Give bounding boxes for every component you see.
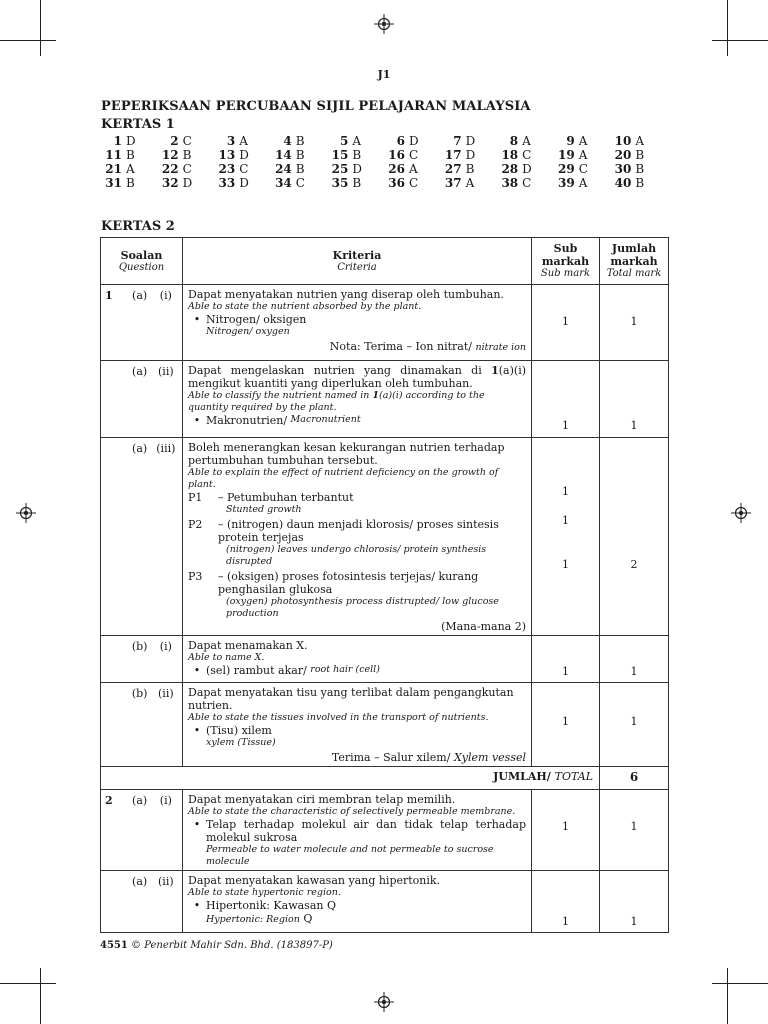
answer-number: 6: [396, 134, 405, 148]
answer-point: Hipertonik: Kawasan Q: [206, 899, 336, 912]
answer-item: [100, 134, 157, 148]
answer-letter: A: [408, 162, 418, 176]
total-mark-cell: [600, 683, 669, 767]
answer-point: Telap terhadap molekul air dan tidak telap terhadap molekul sukrosa: [206, 818, 526, 844]
answer-item: [609, 162, 666, 176]
answer-point: – Petumbuhan terbantut: [218, 491, 354, 504]
question-subpart: (i): [159, 289, 172, 302]
total-mark-value: 2: [630, 558, 638, 571]
answer-item: [100, 148, 157, 162]
registration-mark-icon: [374, 14, 394, 34]
question-cell: [101, 285, 183, 361]
answer-letter: A: [239, 134, 248, 148]
answer-letter: C: [295, 176, 305, 190]
answer-item: [157, 148, 214, 162]
criteria-cell: [183, 871, 532, 933]
answer-number: 15: [331, 148, 349, 162]
crop-mark: [40, 0, 41, 56]
criteria-cell: [183, 285, 532, 361]
answer-point: (Tisu) xilem: [206, 724, 272, 737]
answer-number: 36: [388, 176, 405, 190]
answer-item: [383, 148, 440, 162]
answer-item: [553, 176, 610, 190]
answer-item: [100, 162, 157, 176]
table-row: [101, 285, 669, 361]
answer-item: [496, 134, 553, 148]
answer-number: 17: [444, 148, 462, 162]
answer-number: 29: [558, 162, 575, 176]
answer-number: 22: [161, 162, 179, 176]
answer-item: [383, 134, 440, 148]
answer-row: [100, 148, 666, 162]
question-subpart: (i): [159, 640, 172, 653]
total-label: JUMLAH/ TOTAL: [101, 767, 600, 790]
criteria-column-header: [183, 238, 532, 285]
question-cell: [101, 438, 183, 636]
answer-item: [496, 162, 553, 176]
answer-letter: A: [578, 134, 588, 148]
answer-letter: B: [635, 176, 645, 190]
question-subpart: (ii): [158, 875, 174, 888]
answer-item: [440, 148, 497, 162]
table-row: [101, 790, 669, 871]
answer-item: [440, 176, 497, 190]
answer-letter: A: [522, 134, 531, 148]
answer-letter: C: [239, 162, 249, 176]
answer-item: [270, 148, 327, 162]
point-label: P1: [188, 491, 203, 504]
question-part: (a): [132, 875, 148, 888]
answer-row: [100, 162, 666, 176]
total-mark-cell: [600, 438, 669, 636]
answer-number: 23: [218, 162, 236, 176]
answer-point: Nitrogen/ oksigen: [206, 313, 307, 326]
criteria-text-en: Able to state the characteristic of selectively permeable membrane.: [188, 806, 516, 817]
answer-number: 31: [105, 176, 122, 190]
answer-number: 37: [444, 176, 462, 190]
total-mark-column-header: [600, 238, 669, 285]
table-row: [101, 636, 669, 683]
sub-mark-value: 1: [562, 915, 569, 928]
question-cell: [101, 790, 183, 871]
bullet-icon: •: [193, 313, 201, 326]
answer-point: Makronutrien/: [206, 414, 288, 427]
crop-mark: [40, 968, 41, 1024]
answer-item: [440, 134, 497, 148]
answer-letter: A: [126, 162, 135, 176]
question-part: (a): [132, 794, 148, 807]
copyright-symbol: ©: [131, 940, 142, 951]
question-part: (a): [132, 365, 148, 378]
total-row: [101, 767, 669, 790]
answer-number: 3: [226, 134, 236, 148]
total-mark-cell: [600, 361, 669, 438]
sub-mark-value: 1: [562, 315, 569, 328]
answer-letter: D: [239, 176, 249, 190]
registration-mark-icon: [16, 503, 36, 523]
answer-number: 34: [275, 176, 292, 190]
total-mark-value: 1: [630, 915, 638, 928]
answer-number: 25: [331, 162, 349, 176]
answer-letter: D: [239, 148, 249, 162]
answer-letter: D: [352, 162, 362, 176]
criteria-cell: [183, 361, 532, 438]
answer-item: [496, 176, 553, 190]
criteria-text-en: Able to classify the nutrient named in 1(a)(i) according to the quantity required by the plant.: [188, 390, 485, 413]
answer-number: 40: [614, 176, 632, 190]
bullet-icon: •: [193, 818, 201, 831]
bullet-icon: •: [193, 899, 201, 912]
question-part: (b): [131, 640, 148, 653]
answer-number: 4: [283, 134, 292, 148]
table-row: [101, 438, 669, 636]
header-label: markah: [541, 255, 590, 268]
answer-letter: B: [295, 162, 305, 176]
crop-mark: [727, 0, 728, 56]
total-mark-cell: [600, 285, 669, 361]
sub-mark-value: 1: [562, 558, 569, 571]
sub-mark-cell: [532, 361, 600, 438]
answer-letter: B: [126, 148, 135, 162]
answer-letter: B: [126, 176, 135, 190]
question-column-header: [101, 238, 183, 285]
sub-mark-value: 1: [562, 665, 569, 678]
header-label: Soalan: [120, 248, 163, 262]
answer-item: [326, 176, 383, 190]
criteria-cell: [183, 790, 532, 871]
criteria-text: Dapat menyatakan nutrien yang diserap oleh tumbuhan.: [188, 288, 504, 301]
paper-code: 4551: [100, 940, 128, 951]
sub-mark-value: 1: [562, 715, 569, 728]
question-subpart: (ii): [158, 365, 174, 378]
criteria-text-en: Able to name X.: [188, 652, 265, 663]
answer-number: 14: [275, 148, 292, 162]
point-label: P3: [188, 570, 203, 583]
sub-mark-cell: [532, 285, 600, 361]
answer-letter: B: [295, 134, 305, 148]
table-header-row: [101, 238, 669, 285]
answer-point-en: Stunted growth: [226, 504, 302, 515]
answer-letter: C: [182, 134, 192, 148]
answer-number: 38: [501, 176, 519, 190]
answer-number: 32: [161, 176, 179, 190]
criteria-text-en: Able to state hypertonic region.: [188, 887, 341, 898]
answer-letter: B: [182, 148, 192, 162]
answer-letter: A: [578, 176, 588, 190]
sub-mark-cell: [532, 790, 600, 871]
header-label: Jumlah: [611, 242, 657, 255]
criteria-text: Dapat menyatakan tisu yang terlibat dalam pengangkutan nutrien.: [188, 686, 514, 712]
answer-point-en: (nitrogen) leaves undergo chlorosis/ protein synthesis disrupted: [226, 544, 487, 567]
answer-point-en: root hair (cell): [310, 664, 380, 675]
criteria-cell: [183, 636, 532, 683]
registration-mark-icon: [374, 992, 394, 1012]
answer-item: [553, 134, 610, 148]
answer-point: – (oksigen) proses fotosintesis terjejas/ kurang penghasilan glukosa: [218, 570, 479, 596]
total-mark-cell: [600, 871, 669, 933]
answer-item: [326, 162, 383, 176]
total-mark-cell: [600, 790, 669, 871]
question-subpart: (i): [159, 794, 172, 807]
header-label-en: Total mark: [606, 268, 662, 279]
bullet-icon: •: [193, 414, 201, 427]
answer-number: 7: [453, 134, 462, 148]
answer-number: 20: [614, 148, 632, 162]
answer-number: 33: [218, 176, 236, 190]
answer-letter: C: [522, 148, 532, 162]
sub-mark-cell: [532, 683, 600, 767]
crop-mark: [712, 983, 768, 984]
answer-number: 30: [614, 162, 632, 176]
answer-letter: C: [578, 162, 588, 176]
answer-number: 27: [444, 162, 462, 176]
question-number: 2: [105, 794, 113, 807]
answer-letter: C: [182, 162, 192, 176]
answer-letter: A: [635, 134, 645, 148]
question-number: 1: [105, 289, 113, 302]
sub-mark-cell: [532, 438, 600, 636]
total-mark-value: 1: [630, 315, 638, 328]
publisher: Penerbit Mahir Sdn. Bhd. (183897-P): [144, 940, 333, 951]
header-label: markah: [610, 255, 658, 268]
answer-number: 9: [566, 134, 575, 148]
answer-item: [270, 134, 327, 148]
criteria-text-en: Able to explain the effect of nutrient deficiency on the growth of plant.: [188, 467, 499, 490]
total-mark-value: 1: [630, 419, 638, 432]
sub-mark-value: 1: [562, 820, 569, 833]
sub-mark-value: 1: [562, 485, 569, 498]
criteria-cell: [183, 683, 532, 767]
answer-number: 24: [275, 162, 292, 176]
question-cell: [101, 871, 183, 933]
criteria-text: Dapat menyatakan kawasan yang hipertonik.: [188, 874, 441, 887]
acceptance-note: Terima – Salur xilem/: [331, 751, 451, 764]
header-label: Kriteria: [332, 248, 382, 262]
answer-item: [213, 162, 270, 176]
answer-number: 11: [105, 148, 122, 162]
sub-mark-cell: [532, 871, 600, 933]
answer-letter: B: [352, 176, 362, 190]
answer-item: [326, 134, 383, 148]
answer-point: (sel) rambut akar/: [206, 664, 307, 677]
answer-item: [383, 176, 440, 190]
table-row: [101, 361, 669, 438]
total-mark-value: 1: [630, 820, 638, 833]
paper2-title: KERTAS 2: [101, 219, 175, 234]
answer-letter: D: [408, 134, 419, 148]
answer-item: [213, 148, 270, 162]
answer-number: 21: [105, 162, 122, 176]
page-code: J1: [377, 68, 391, 81]
answer-letter: A: [352, 134, 362, 148]
sub-mark-column-header: [532, 238, 600, 285]
registration-mark-icon: [731, 503, 751, 523]
answer-letter: D: [182, 176, 193, 190]
sub-mark-value: 1: [562, 514, 569, 527]
answer-item: [100, 176, 157, 190]
answer-point-en: Permeable to water molecule and not permeable to sucrose molecule: [206, 844, 494, 867]
answer-item: [383, 162, 440, 176]
answer-letter: D: [126, 134, 136, 148]
answer-letter: B: [635, 148, 645, 162]
answer-letter: C: [408, 148, 419, 162]
answer-letter: C: [522, 176, 532, 190]
criteria-text: Dapat menamakan X.: [188, 639, 308, 652]
crop-mark: [712, 40, 768, 41]
answer-number: 28: [501, 162, 519, 176]
sub-mark-value: 1: [562, 419, 569, 432]
acceptance-note: Nota: Terima – Ion nitrat/: [329, 340, 472, 353]
answer-item: [270, 162, 327, 176]
answer-letter: D: [465, 148, 476, 162]
criteria-text-en: Able to state the tissues involved in the transport of nutrients.: [188, 712, 489, 723]
question-part: (b): [131, 687, 148, 700]
answer-item: [440, 162, 497, 176]
question-subpart: (iii): [156, 442, 176, 455]
answer-letter: D: [522, 162, 532, 176]
answer-item: [609, 176, 666, 190]
answer-item: [326, 148, 383, 162]
bullet-icon: •: [193, 724, 201, 737]
answer-point: – (nitrogen) daun menjadi klorosis/ proses sintesis protein terjejas: [218, 518, 499, 544]
question-cell: [101, 683, 183, 767]
criteria-text-en: Able to state the nutrient absorbed by the plant.: [188, 301, 422, 312]
answer-item: [157, 134, 214, 148]
answer-number: 1: [113, 134, 122, 148]
answer-number: 16: [388, 148, 405, 162]
answer-item: [609, 148, 666, 162]
sub-mark-cell: [532, 636, 600, 683]
total-mark-value: 1: [630, 715, 638, 728]
answer-row: [100, 176, 666, 190]
question-cell: [101, 636, 183, 683]
any-two-note: (Mana-mana 2): [441, 620, 526, 633]
answer-row: [100, 134, 666, 148]
answer-item: [213, 176, 270, 190]
answer-letter: B: [465, 162, 475, 176]
crop-mark: [727, 968, 728, 1024]
criteria-text: Boleh menerangkan kesan kekurangan nutrien terhadap pertumbuhan tumbuhan tersebut.: [188, 441, 505, 467]
question-part: (a): [132, 289, 148, 302]
answer-number: 5: [340, 134, 349, 148]
answer-point-en: Macronutrient: [290, 414, 361, 425]
paper1-answer-key: [100, 134, 666, 190]
question-part: (a): [132, 442, 148, 455]
answer-item: [553, 148, 610, 162]
answer-letter: A: [578, 148, 588, 162]
answer-number: 10: [614, 134, 632, 148]
acceptance-note-en: Xylem vessel: [453, 751, 526, 764]
bullet-icon: •: [193, 664, 201, 677]
point-label: P2: [188, 518, 203, 531]
answer-item: [213, 134, 270, 148]
header-label-en: Question: [118, 261, 165, 273]
answer-letter: C: [408, 176, 419, 190]
header-label-en: Sub mark: [540, 268, 591, 279]
answer-number: 12: [161, 148, 179, 162]
answer-number: 13: [218, 148, 236, 162]
page-footer: [100, 940, 333, 951]
answer-number: 35: [331, 176, 349, 190]
criteria-text: Dapat menyatakan ciri membran telap memilih.: [188, 793, 456, 806]
exam-title: PEPERIKSAAN PERCUBAAN SIJIL PELAJARAN MALAYSIA: [101, 99, 531, 114]
answer-point-en: (oxygen) photosynthesis process distrupted/ low glucose production: [226, 596, 499, 619]
answer-letter: B: [352, 148, 362, 162]
total-value: 6: [600, 767, 669, 790]
answer-number: 2: [170, 134, 179, 148]
total-mark-value: 1: [630, 665, 638, 678]
answer-item: [496, 148, 553, 162]
answer-point-en: Nitrogen/ oxygen: [206, 326, 290, 337]
answer-number: 26: [388, 162, 405, 176]
question-cell: [101, 361, 183, 438]
answer-number: 18: [501, 148, 519, 162]
criteria-cell: [183, 438, 532, 636]
answer-item: [270, 176, 327, 190]
answer-number: 39: [558, 176, 575, 190]
answer-letter: D: [465, 134, 476, 148]
question-subpart: (ii): [158, 687, 174, 700]
table-row: [101, 871, 669, 933]
crop-mark: [0, 40, 56, 41]
table-row: [101, 683, 669, 767]
paper1-title: KERTAS 1: [101, 117, 175, 132]
answer-point-en: xylem (Tissue): [206, 737, 276, 748]
answer-item: [553, 162, 610, 176]
criteria-text: Dapat mengelaskan nutrien yang dinamakan di 1(a)(i) mengikut kuantiti yang diperlukan oleh tumbuhan.: [188, 364, 527, 390]
marking-scheme-table: [100, 237, 669, 933]
answer-item: [157, 176, 214, 190]
answer-letter: B: [635, 162, 645, 176]
header-label-en: Criteria: [337, 261, 377, 273]
answer-letter: A: [465, 176, 475, 190]
answer-number: 8: [509, 134, 519, 148]
acceptance-note-en: nitrate ion: [475, 342, 526, 353]
answer-item: [157, 162, 214, 176]
crop-mark: [0, 983, 56, 984]
answer-point-en: Hypertonic: Region Q: [206, 912, 313, 925]
total-mark-cell: [600, 636, 669, 683]
answer-number: 19: [558, 148, 575, 162]
answer-letter: B: [295, 148, 305, 162]
header-label: Sub: [553, 242, 578, 255]
answer-item: [609, 134, 666, 148]
